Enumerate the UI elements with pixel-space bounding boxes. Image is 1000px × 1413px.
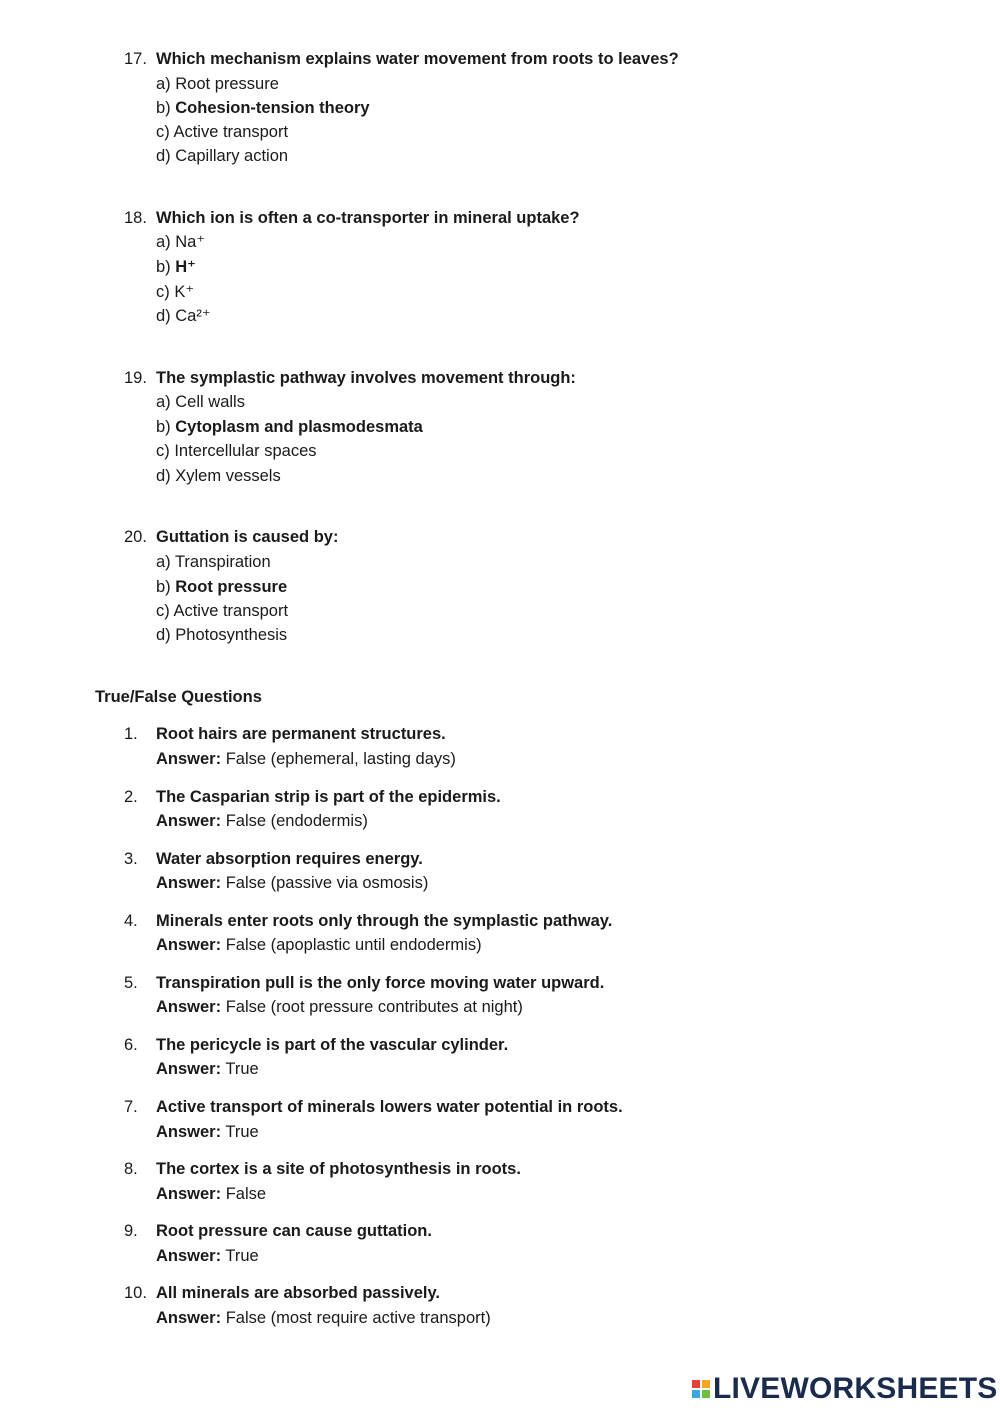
option-a [156,73,279,95]
tf-statement: Root pressure can cause guttation. [156,1222,432,1240]
option-prefix: d) [156,626,171,644]
option-text: Active transport [173,602,289,620]
tf-answer [156,996,523,1018]
tf-statement: Transpiration pull is the only force moving water upward. [156,974,605,992]
tf-answer [156,872,428,894]
answer-label: Answer: [156,1185,222,1203]
tf-answer [156,1307,491,1329]
option-prefix: d) [156,307,171,325]
question-text: Which mechanism explains water movement from roots to leaves? [156,50,679,68]
answer-text: False (endodermis) [225,812,368,830]
tf-number: 5. [124,974,138,992]
answer-text: True [225,1123,259,1141]
option-c [156,281,194,303]
option-c [156,121,288,143]
tf-number: 7. [124,1098,138,1116]
option-prefix: c) [156,442,170,460]
tf-statement: The Casparian strip is part of the epidermis. [156,788,501,806]
answer-label: Answer: [156,750,222,768]
tf-number: 4. [124,912,138,930]
question-text: Which ion is often a co-transporter in mineral uptake? [156,209,580,227]
answer-label: Answer: [156,998,222,1016]
answer-text: True [225,1060,259,1078]
liveworksheets-logo [692,1374,998,1404]
answer-label: Answer: [156,1060,222,1078]
answer-text: False (most require active transport) [225,1309,491,1327]
question-number: 20. [124,528,147,546]
tf-answer [156,1058,259,1080]
question-text: Guttation is caused by: [156,528,339,546]
option-b [156,416,423,438]
option-text: Xylem vessels [175,467,281,485]
tf-statement: Water absorption requires energy. [156,850,423,868]
question-number: 17. [124,50,147,68]
answer-label: Answer: [156,1123,222,1141]
tf-answer [156,810,368,832]
option-text: Cell walls [175,393,245,411]
answer-text: True [225,1247,259,1265]
question-number: 18. [124,209,147,227]
answer-text: False [225,1185,267,1203]
correct-option-text: H⁺ [175,258,196,276]
option-text: Active transport [173,123,289,141]
answer-label: Answer: [156,874,222,892]
option-c [156,440,317,462]
answer-label: Answer: [156,1309,222,1327]
tf-statement: The pericycle is part of the vascular cylinder. [156,1036,509,1054]
tf-statement: Root hairs are permanent structures. [156,725,446,743]
section-title: True/False Questions [95,688,262,706]
tf-statement: All minerals are absorbed passively. [156,1284,440,1302]
tf-number: 2. [124,788,138,806]
tf-answer [156,934,482,956]
option-prefix: b) [156,258,171,276]
tf-statement: The cortex is a site of photosynthesis in roots. [156,1160,521,1178]
option-prefix: b) [156,578,171,596]
option-text: Intercellular spaces [174,442,317,460]
answer-label: Answer: [156,812,222,830]
question-number: 19. [124,369,147,387]
option-text: Photosynthesis [175,626,288,644]
option-prefix: b) [156,418,171,436]
option-text: Ca²⁺ [175,307,211,325]
tf-answer [156,1183,266,1205]
answer-label: Answer: [156,1247,222,1265]
option-text: K⁺ [174,283,195,301]
option-text: Capillary action [175,147,289,165]
option-b [156,576,287,598]
option-c [156,600,288,622]
correct-option-text: Cohesion-tension theory [175,99,370,117]
tf-statement: Active transport of minerals lowers water potential in roots. [156,1098,623,1116]
answer-text: False (root pressure contributes at night) [225,998,523,1016]
option-a [156,551,271,573]
option-b [156,97,370,119]
tf-number: 10. [124,1284,147,1302]
tf-number: 6. [124,1036,138,1054]
option-d [156,305,211,327]
option-prefix: a) [156,553,171,571]
tf-answer [156,1121,259,1143]
logo-text: LIVEWORKSHEETS [713,1372,998,1405]
option-prefix: c) [156,283,170,301]
option-text: Transpiration [174,553,271,571]
correct-option-text: Cytoplasm and plasmodesmata [175,418,423,436]
question-text: The symplastic pathway involves movement through: [156,369,576,387]
tf-statement: Minerals enter roots only through the symplastic pathway. [156,912,613,930]
tf-number: 9. [124,1222,138,1240]
option-a [156,231,205,253]
option-prefix: a) [156,233,171,251]
tf-answer [156,1245,259,1267]
option-d [156,145,288,167]
option-prefix: d) [156,467,171,485]
option-prefix: c) [156,602,170,620]
tf-number: 8. [124,1160,138,1178]
answer-text: False (passive via osmosis) [225,874,429,892]
option-d [156,465,281,487]
tf-number: 3. [124,850,138,868]
option-prefix: a) [156,393,171,411]
tf-answer [156,748,456,770]
option-text: Na⁺ [175,233,206,251]
option-prefix: a) [156,75,171,93]
answer-text: False (apoplastic until endodermis) [225,936,482,954]
logo-mark-icon [692,1380,710,1398]
option-prefix: b) [156,99,171,117]
option-prefix: c) [156,123,170,141]
correct-option-text: Root pressure [175,578,288,596]
option-a [156,391,245,413]
option-b [156,256,196,278]
option-text: Root pressure [175,75,279,93]
option-d [156,624,287,646]
answer-label: Answer: [156,936,222,954]
answer-text: False (ephemeral, lasting days) [225,750,456,768]
tf-number: 1. [124,725,138,743]
option-prefix: d) [156,147,171,165]
